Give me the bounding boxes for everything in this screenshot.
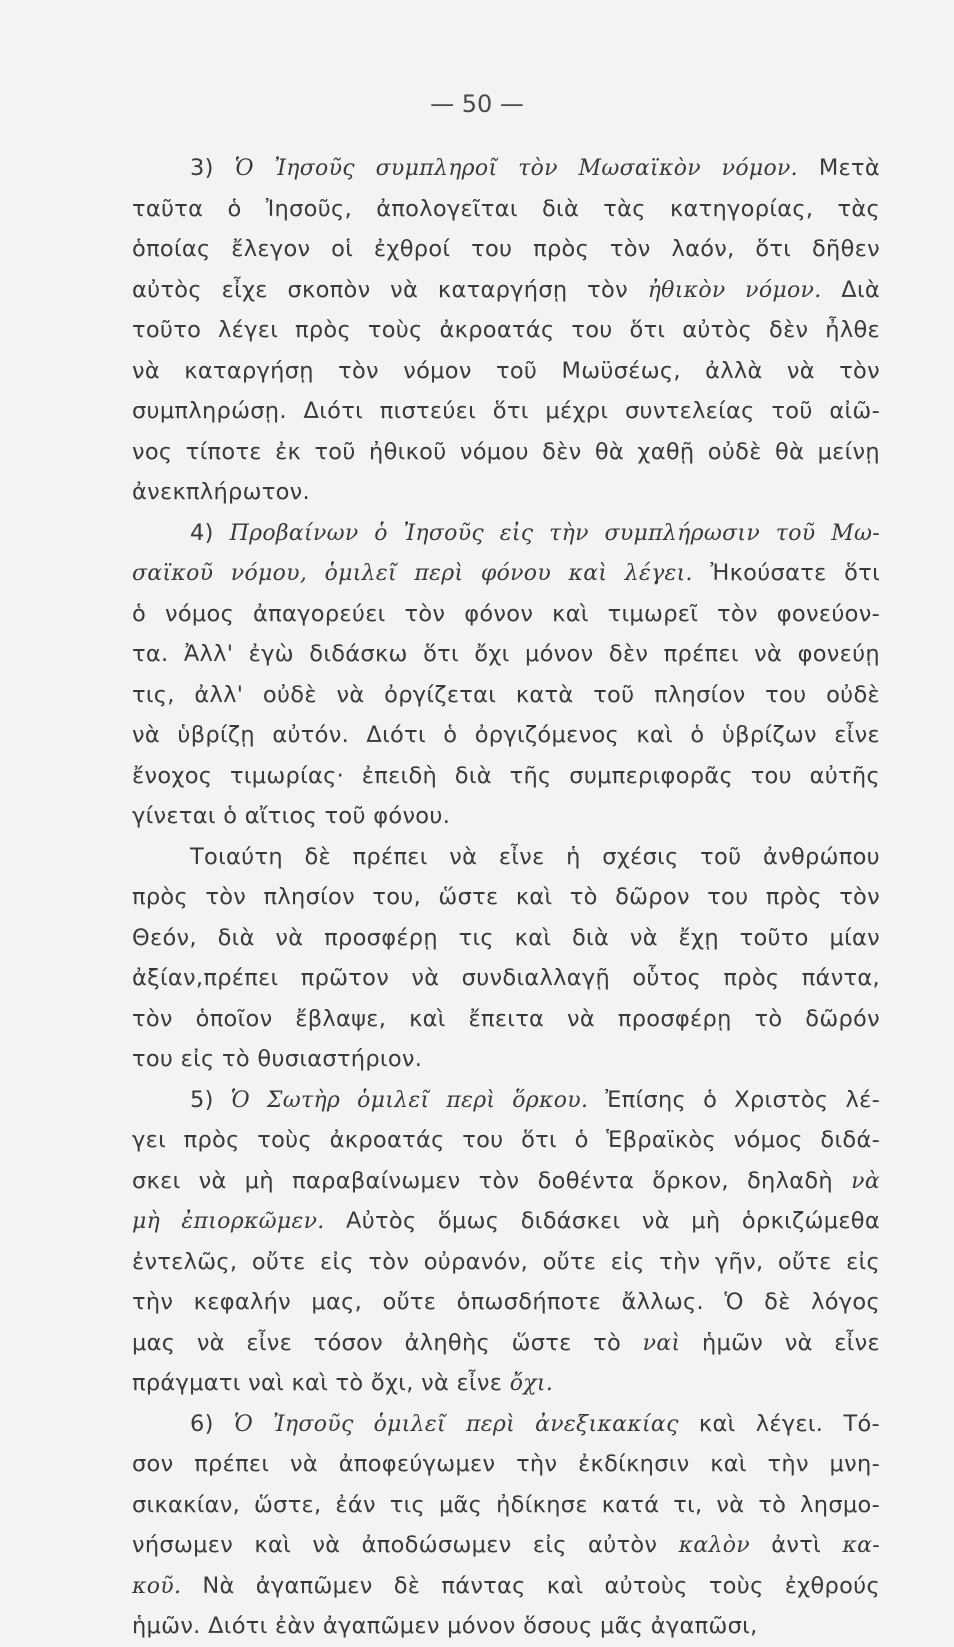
- text-run: Διὰ: [821, 276, 880, 303]
- text-run: νὰ ὑβρίζῃ αὐτόν. Διότι ὁ ὀργιζόμενος καὶ ὁ ὑβρίζων εἶνε: [132, 722, 880, 748]
- text-run: Ἐπίσης ὁ Χριστὸς λέ-: [588, 1086, 880, 1113]
- text-run: τοῦτο λέγει πρὸς τοὺς ἀκροατάς του ὅτι αὐτὸς δὲν ἦλθε: [132, 317, 880, 343]
- text-line: [132, 513, 880, 554]
- text-line: [132, 1120, 880, 1161]
- text-line: [132, 675, 880, 716]
- text-run: σικακίαν, ὥστε, ἐάν τις μᾶς ἠδίκησε κατά τι, νὰ τὸ λησμο-: [132, 1491, 880, 1518]
- text-run: του εἰς τὸ θυσιαστήριον.: [132, 1046, 423, 1072]
- text-run: καὶ λέγει. Τό-: [678, 1410, 880, 1437]
- page-number: — 50 —: [430, 90, 524, 118]
- text-run: πρὸς τὸν πλησίον του, ὥστε καὶ τὸ δῶρον του πρὸς τὸν: [132, 884, 880, 910]
- text-line: [132, 1566, 880, 1607]
- italic-run: Ὁ Σωτὴρ ὁμιλεῖ περὶ ὅρκου.: [230, 1087, 589, 1113]
- text-run: ἀξίαν,πρέπει πρῶτον νὰ συνδιαλλαγῇ οὗτος πρὸς πάντα,: [132, 965, 880, 991]
- text-line: [132, 229, 880, 270]
- text-run: γίνεται ὁ αἴτιος τοῦ φόνου.: [132, 803, 451, 829]
- text-line: [132, 148, 880, 189]
- text-run: 4): [190, 519, 230, 546]
- text-line: [132, 1363, 880, 1404]
- italic-run: νὰ: [851, 1168, 880, 1194]
- text-run: αὐτὸς εἶχε σκοπὸν νὰ καταργήσῃ τὸν: [132, 276, 648, 303]
- text-run: νήσωμεν καὶ νὰ ἀποδώσωμεν εἰς αὐτὸν: [132, 1532, 679, 1558]
- italic-run: ὄχι.: [509, 1371, 554, 1396]
- text-run: ὁποίας ἔλεγον οἱ ἐχθροί του πρὸς τὸν λαόν, ὅτι δῆθεν: [132, 236, 880, 262]
- text-run: ἡμῶν. Διότι ἐὰν ἀγαπῶμεν μόνον ὅσους μᾶς ἀγαπῶσι,: [132, 1613, 758, 1639]
- text-line: [132, 1525, 880, 1566]
- text-line: [132, 918, 880, 959]
- italic-run: Προβαίνων ὁ Ἰησοῦς εἰς τὴν συμπλήρωσιν τοῦ Μω-: [229, 520, 880, 546]
- italic-run: κοῦ.: [132, 1573, 182, 1599]
- text-run: μας νὰ εἶνε τόσον ἀληθὴς ὥστε τὸ: [132, 1329, 643, 1356]
- text-run: Αὐτὸς ὅμως διδάσκει νὰ μὴ ὁρκιζώμεθα: [324, 1208, 881, 1234]
- text-line: [132, 1161, 880, 1202]
- text-line: [132, 472, 880, 513]
- italic-run: καλὸν: [678, 1533, 750, 1558]
- text-line: [132, 1485, 880, 1526]
- text-line: [132, 999, 880, 1040]
- text-line: [132, 1282, 880, 1323]
- text-run: Νὰ ἀγαπῶμεν δὲ πάντας καὶ αὐτοὺς τοὺς ἐχθρούς: [181, 1572, 880, 1599]
- text-run: νος τίποτε ἐκ τοῦ ἠθικοῦ νόμου δὲν θὰ χαθῇ οὐδὲ θὰ μείνῃ: [132, 438, 880, 465]
- text-line: [132, 837, 880, 878]
- text-run: ὁ νόμος ἀπαγορεύει τὸν φόνον καὶ τιμωρεῖ τὸν φονεύον-: [132, 600, 880, 627]
- text-line: [132, 1242, 880, 1283]
- text-line: [132, 1404, 880, 1445]
- body-text: [132, 148, 880, 1647]
- text-line: [132, 715, 880, 756]
- text-run: τὸν ὁποῖον ἔβλαψε, καὶ ἔπειτα νὰ προσφέρῃ τὸ δῶρόν: [132, 1005, 880, 1032]
- text-run: Τοιαύτη δὲ πρέπει νὰ εἶνε ἡ σχέσις τοῦ ἀνθρώπου: [190, 843, 880, 870]
- text-run: ἀντὶ: [749, 1532, 843, 1558]
- text-run: τὴν κεφαλήν μας, οὔτε ὁπωσδήποτε ἄλλως. Ὁ δὲ λόγος: [132, 1289, 880, 1315]
- text-run: ἔνοχος τιμωρίας· ἐπειδὴ διὰ τῆς συμπεριφορᾶς του αὐτῆς: [132, 762, 880, 789]
- text-line: [132, 634, 880, 675]
- text-line: [132, 391, 880, 432]
- text-line: [132, 594, 880, 635]
- text-line: [132, 877, 880, 918]
- text-run: Θεόν, διὰ νὰ προσφέρῃ τις καὶ διὰ νὰ ἔχῃ τοῦτο μίαν: [132, 924, 880, 951]
- text-line: [132, 1444, 880, 1485]
- italic-run: κα-: [842, 1533, 880, 1558]
- paragraph: [132, 513, 880, 837]
- text-line: [132, 351, 880, 392]
- text-run: τα. Ἀλλ' ἐγὼ διδάσκω ὅτι ὄχι μόνον δὲν πρέπει νὰ φονεύῃ: [132, 641, 880, 667]
- italic-run: σαϊκοῦ νόμου, ὁμιλεῖ περὶ φόνου καὶ λέγει.: [132, 561, 693, 586]
- text-run: 5): [190, 1086, 231, 1113]
- text-line: [132, 958, 880, 999]
- text-run: 6): [190, 1410, 234, 1437]
- text-line: [132, 796, 880, 837]
- text-run: Μετὰ: [797, 155, 880, 181]
- paragraph: [132, 148, 880, 513]
- paragraph: [132, 1404, 880, 1647]
- text-run: ταῦτα ὁ Ἰησοῦς, ἀπολογεῖται διὰ τὰς κατηγορίας, τὰς: [132, 195, 880, 222]
- paragraph: [132, 1080, 880, 1404]
- text-line: [132, 553, 880, 594]
- text-line: [132, 756, 880, 797]
- text-run: ἡμῶν νὰ εἶνε: [680, 1329, 880, 1356]
- text-run: νὰ καταργήσῃ τὸν νόμον τοῦ Μωϋσέως, ἀλλὰ νὰ τὸν: [132, 357, 880, 384]
- text-run: σον πρέπει νὰ ἀποφεύγωμεν τὴν ἐκδίκησιν καὶ τὴν μνη-: [132, 1451, 880, 1477]
- text-line: [132, 432, 880, 473]
- text-run: γει πρὸς τοὺς ἀκροατάς του ὅτι ὁ Ἑβραϊκὸς νόμος διδά-: [132, 1127, 880, 1153]
- italic-run: Ὁ Ἰησοῦς συμπληροῖ τὸν Μωσαϊκὸν νόμον.: [234, 156, 798, 181]
- italic-run: Ὁ Ἰησοῦς ὁμιλεῖ περὶ ἀνεξικακίας: [233, 1411, 679, 1437]
- text-line: [132, 310, 880, 351]
- italic-run: ναὶ: [642, 1330, 681, 1356]
- text-line: [132, 1201, 880, 1242]
- text-run: 3): [190, 155, 235, 181]
- text-run: τις, ἀλλ' οὐδὲ νὰ ὀργίζεται κατὰ τοῦ πλησίον του οὐδὲ: [132, 681, 880, 708]
- text-line: [132, 1323, 880, 1364]
- text-line: [132, 1080, 880, 1121]
- text-line: [132, 1039, 880, 1080]
- text-line: [132, 1606, 880, 1647]
- text-run: πράγματι ναὶ καὶ τὸ ὄχι, νὰ εἶνε: [132, 1370, 510, 1396]
- text-run: σκει νὰ μὴ παραβαίνωμεν τὸν δοθέντα ὅρκον, δηλαδὴ: [132, 1167, 852, 1194]
- text-run: Ἠκούσατε ὅτι: [692, 560, 880, 586]
- text-line: [132, 270, 880, 311]
- italic-run: ἠθικὸν νόμον.: [647, 277, 822, 303]
- italic-run: μὴ ἐπιορκῶμεν.: [132, 1209, 325, 1234]
- paragraph: [132, 837, 880, 1080]
- text-run: ἐντελῶς, οὔτε εἰς τὸν οὐρανόν, οὔτε εἰς τὴν γῆν, οὔτε εἰς: [132, 1248, 880, 1275]
- text-run: συμπληρώσῃ. Διότι πιστεύει ὅτι μέχρι συντελείας τοῦ αἰῶ-: [132, 398, 880, 424]
- text-line: [132, 189, 880, 230]
- text-run: ἀνεκπλήρωτον.: [132, 479, 311, 505]
